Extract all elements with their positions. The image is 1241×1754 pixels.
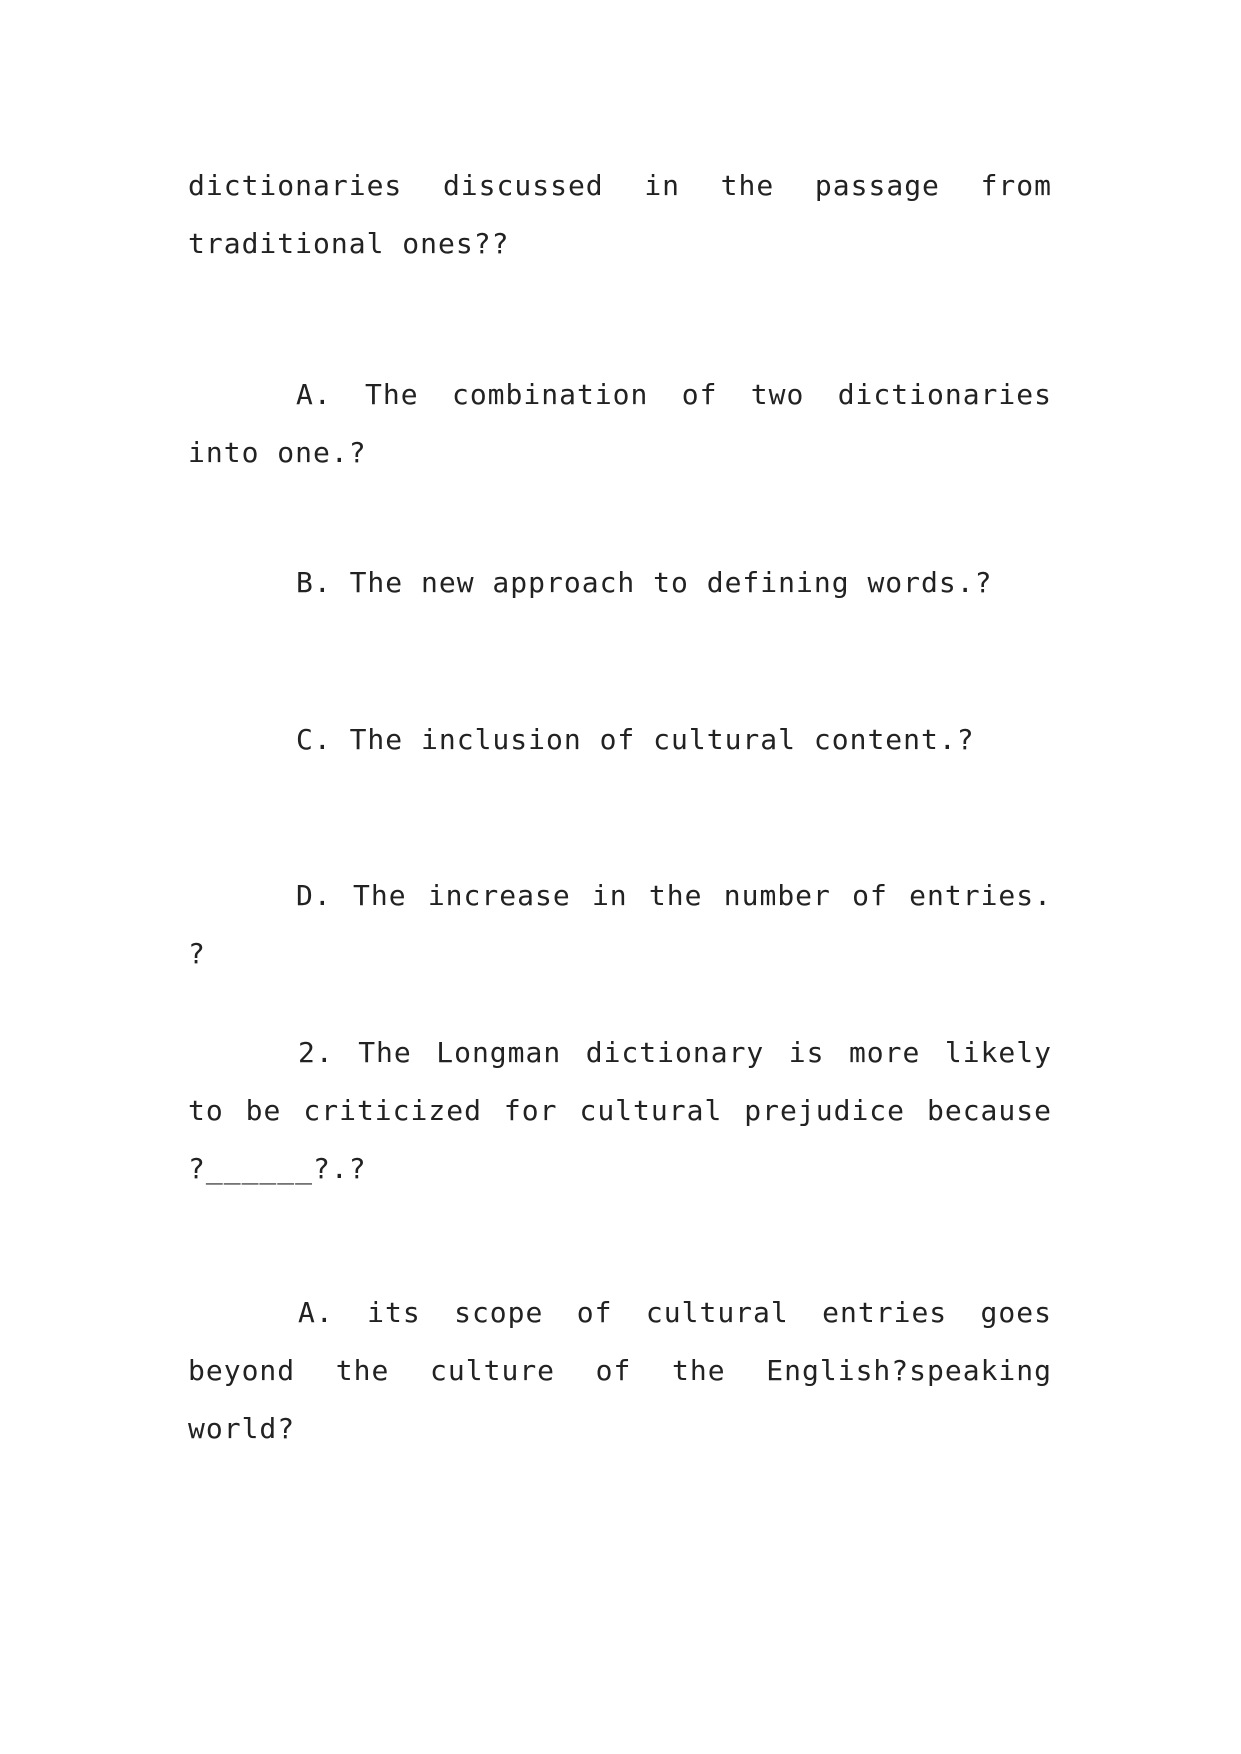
question-1-stem-continuation: dictionaries discussed in the passage from traditional ones??: [188, 169, 1052, 260]
question-1-option-b: B. The new approach to defining words.?: [296, 566, 993, 599]
question-2-stem: 2. The Longman dictionary is more likely to be criticized for cultural prejudice because ?______?.?: [188, 1036, 1052, 1185]
question-1-option-a: A. The combination of two dictionaries into one.?: [188, 378, 1052, 469]
question-2-option-a: A. its scope of cultural entries goes beyond the culture of the English?speaking world?: [188, 1296, 1052, 1445]
question-1-option-d: D. The increase in the number of entries. ?: [188, 879, 1052, 970]
question-1-option-c: C. The inclusion of cultural content.?: [296, 723, 975, 756]
